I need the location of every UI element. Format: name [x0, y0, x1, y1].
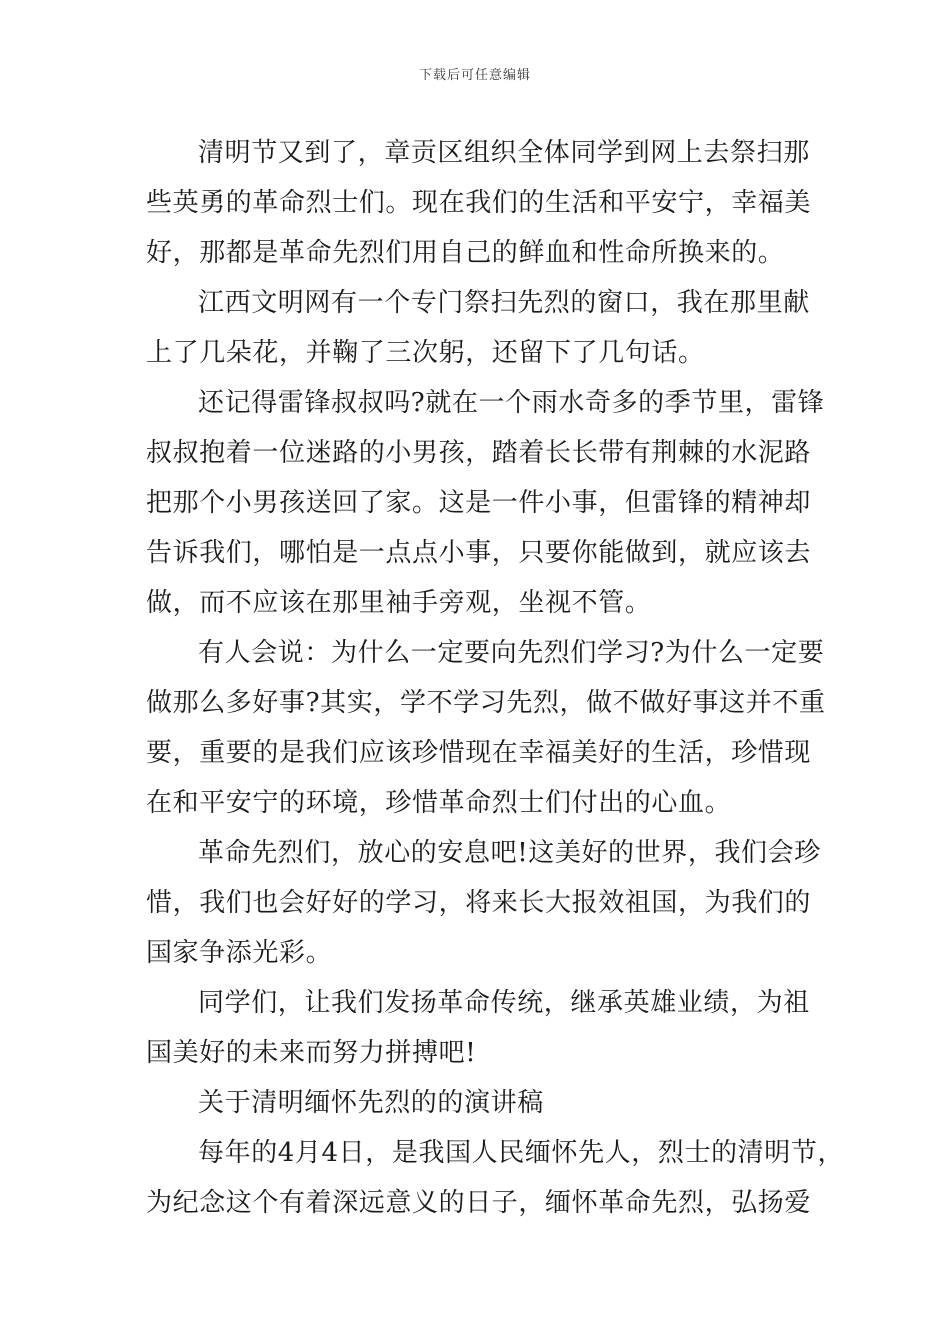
text-line: 些英勇的革命烈士们。现在我们的生活和平安宁，幸福美 [146, 188, 812, 218]
text-line: 惜，我们也会好好的学习，将来长大报效祖国，为我们的 [146, 888, 812, 918]
text-line: 把那个小男孩送回了家。这是一件小事，但雷锋的精神却 [146, 488, 812, 518]
text-line: 在和平安宁的环境，珍惜革命烈士们付出的心血。 [146, 788, 732, 818]
text-line: 上了几朵花，并鞠了三次躬，还留下了几句话。 [146, 338, 705, 368]
text-line: 同学们，让我们发扬革命传统，继承英雄业绩，为祖 [198, 988, 810, 1018]
header-note: 下载后可任意编辑 [418, 68, 531, 83]
section-heading: 关于清明缅怀先烈的的演讲稿 [198, 1088, 544, 1118]
text-line: 为纪念这个有着深远意义的日子，缅怀革命先烈，弘扬爱 [146, 1188, 812, 1218]
text-line: 国家争添光彩。 [146, 938, 333, 968]
text-line: 告诉我们，哪怕是一点点小事，只要你能做到，就应该去 [146, 538, 812, 568]
text-line: 要，重要的是我们应该珍惜现在幸福美好的生活，珍惜现 [146, 738, 812, 768]
text-line: 做那么多好事?其实，学不学习先烈，做不做好事这并不重 [146, 688, 826, 718]
text-line: 做，而不应该在那里袖手旁观，坐视不管。 [146, 588, 652, 618]
text-line: 还记得雷锋叔叔吗?就在一个雨水奇多的季节里，雷锋 [198, 388, 825, 418]
text-line: 叔叔抱着一位迷路的小男孩，踏着长长带有荆棘的水泥路 [146, 438, 812, 468]
text-line: 每年的4月4日，是我国人民缅怀先人，烈士的清明节， [198, 1138, 845, 1168]
text-line: 江西文明网有一个专门祭扫先烈的窗口，我在那里献 [198, 288, 810, 318]
text-line: 革命先烈们，放心的安息吧!这美好的世界，我们会珍 [198, 838, 821, 868]
article-body [146, 128, 845, 1228]
text-line: 清明节又到了，章贡区组织全体同学到网上去祭扫那 [198, 138, 810, 168]
text-line: 好，那都是革命先烈们用自己的鲜血和性命所换来的。 [146, 238, 785, 268]
text-line: 有人会说：为什么一定要向先烈们学习?为什么一定要 [198, 638, 825, 668]
text-line: 国美好的未来而努力拼搏吧! [146, 1038, 477, 1068]
